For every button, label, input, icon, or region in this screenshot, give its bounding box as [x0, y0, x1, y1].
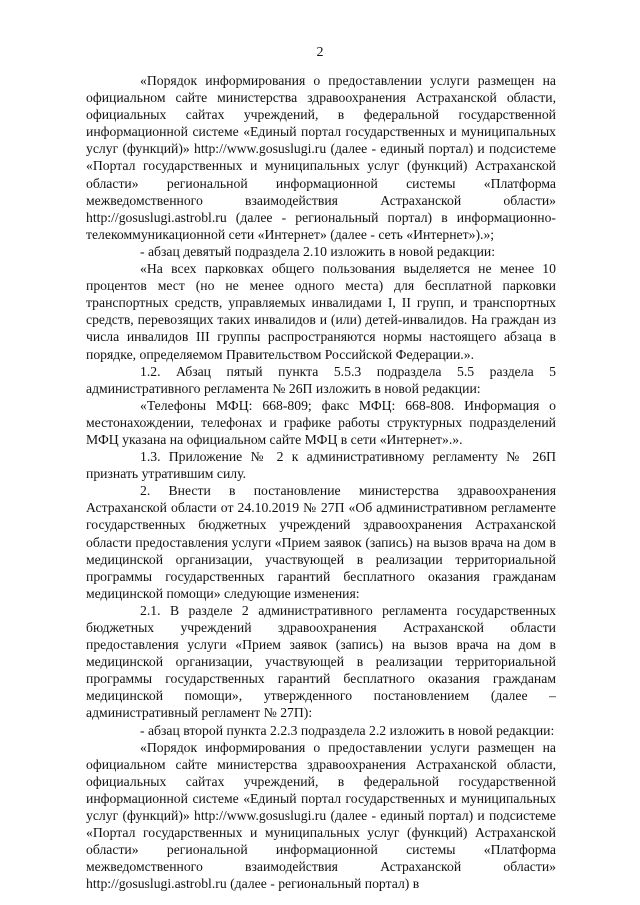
document-body [86, 72, 556, 893]
paragraph: 2.1. В разделе 2 административного регламента государственных бюджетных учреждений здравоохранения Астраханской области предоставления услуги «Прием заявок (запись) на вызов врача на дом в медицинской организации, участвующей в реализации территориальной программы государственных гарантий бесплатного оказания гражданам медицинской помощи», утвержденного постановлением (далее – административный регламент № 27П): [86, 602, 556, 721]
paragraph: «Порядок информирования о предоставлении услуги размещен на официальном сайте министерства здравоохранения Астраханской области, официальных сайтах учреждений, в федеральной государственной информационной системе «Единый портал государственных и муниципальных услуг (функций)» http://www.gosuslugi.ru (далее - единый портал) и подсистеме «Портал государственных и муниципальных услуг (функций) Астраханской области» региональной информационной системы «Платформа межведомственного взаимодействия Астраханской области» http://gosuslugi.astrobl.ru (далее - региональный портал) в информационно-телекоммуникационной сети «Интернет» (далее - сеть «Интернет»).»; [86, 73, 556, 242]
page-number: 2 [316, 45, 324, 60]
paragraph: 1.2. Абзац пятый пункта 5.5.3 подраздела 5.5 раздела 5 административного регламента № 26П изложить в новой редакции: [86, 363, 556, 396]
paragraph: - абзац второй пункта 2.2.3 подраздела 2.2 изложить в новой редакции: [140, 722, 555, 738]
paragraph: «На всех парковках общего пользования выделяется не менее 10 процентов мест (но не менее одного места) для бесплатной парковки транспортных средств, управляемых инвалидами I, II групп, и транспортных средств, перевозящих таких инвалидов и (или) детей-инвалидов. На граждан из числа инвалидов III группы распространяются нормы настоящего абзаца в порядке, определяемом Правительством Российской Федерации.». [86, 261, 556, 362]
paragraph: «Телефоны МФЦ: 668-809; факс МФЦ: 668-808. Информация о местонахождении, телефонах и графике работы структурных подразделений МФЦ указана на официальном сайте МФЦ в сети «Интернет».». [86, 397, 556, 447]
paragraph: «Порядок информирования о предоставлении услуги размещен на официальном сайте министерства здравоохранения Астраханской области, официальных сайтах учреждений, в федеральной государственной информационной системе «Единый портал государственных и муниципальных услуг (функций)» http://www.gosuslugi.ru (далее - единый портал) и подсистеме «Портал государственных и муниципальных услуг (функций) Астраханской области» региональной информационной системы «Платформа межведомственного взаимодействия Астраханской области» http://gosuslugi.astrobl.ru (далее - региональный портал) в [86, 739, 556, 892]
paragraph: - абзац девятый подраздела 2.10 изложить в новой редакции: [140, 243, 496, 259]
paragraph: 1.3. Приложение № 2 к административному регламенту № 26П признать утратившим силу. [86, 449, 556, 482]
paragraph: 2. Внести в постановление министерства здравоохранения Астраханской области от 24.10.2019 № 27П «Об административном регламенте государственных бюджетных учреждений здравоохранения Астраханской области предоставления услуги «Прием заявок (запись) на вызов врача на дом в медицинской организации, участвующей в реализации территориальной программы государственных гарантий бесплатного оказания гражданам медицинской помощи» следующие изменения: [86, 483, 556, 601]
